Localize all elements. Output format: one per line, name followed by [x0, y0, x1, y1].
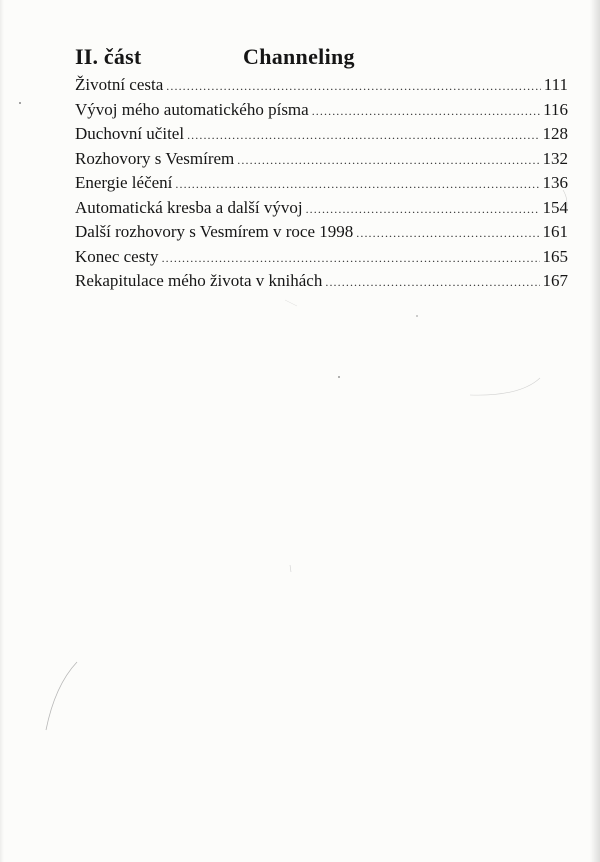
toc-entry — [75, 247, 568, 272]
toc-entry — [75, 271, 568, 296]
dot-leader — [306, 202, 540, 217]
page-left-edge — [0, 0, 4, 862]
dot-leader — [312, 104, 540, 119]
toc-entry-page: 116 — [543, 99, 568, 119]
toc-entry-title: Energie léčení — [75, 173, 173, 192]
toc-entry — [75, 100, 568, 125]
toc-entry-page: 136 — [542, 173, 568, 192]
toc-entry — [75, 173, 568, 198]
toc-entry-page: 165 — [542, 246, 568, 266]
table-of-contents — [75, 75, 568, 296]
toc-entry-page: 128 — [542, 124, 568, 143]
dot-leader — [187, 128, 539, 143]
dot-leader — [166, 79, 540, 94]
part-title: Channeling — [243, 44, 355, 69]
toc-entry-page: 111 — [543, 75, 568, 94]
dot-leader — [175, 177, 539, 192]
dot-leader — [162, 251, 540, 266]
toc-entry-title: Další rozhovory s Vesmírem v roce 1998 — [75, 222, 354, 241]
toc-entry-title: Rekapitulace mého života v knihách — [75, 271, 323, 290]
toc-entry — [75, 75, 568, 100]
toc-entry-page: 161 — [542, 222, 568, 241]
toc-entry-title: Konec cesty — [75, 246, 159, 266]
toc-entry — [75, 124, 568, 149]
toc-entry-page: 132 — [542, 148, 568, 168]
dot-leader — [237, 153, 539, 168]
part-label: II. část — [75, 44, 142, 69]
dot-leader — [356, 226, 539, 241]
toc-entry-page: 154 — [542, 197, 568, 217]
toc-entry-title: Rozhovory s Vesmírem — [75, 148, 235, 168]
toc-entry-title: Automatická kresba a další vývoj — [75, 197, 303, 217]
toc-entry — [75, 149, 568, 174]
toc-entry-title: Životní cesta — [75, 75, 164, 94]
section-heading — [75, 44, 555, 74]
toc-entry-title: Duchovní učitel — [75, 124, 185, 143]
toc-entry — [75, 222, 568, 247]
page-right-edge — [590, 0, 600, 862]
toc-entry-title: Vývoj mého automatického písma — [75, 99, 309, 119]
dot-leader — [325, 275, 539, 290]
toc-entry — [75, 198, 568, 223]
toc-entry-page: 167 — [542, 271, 568, 290]
